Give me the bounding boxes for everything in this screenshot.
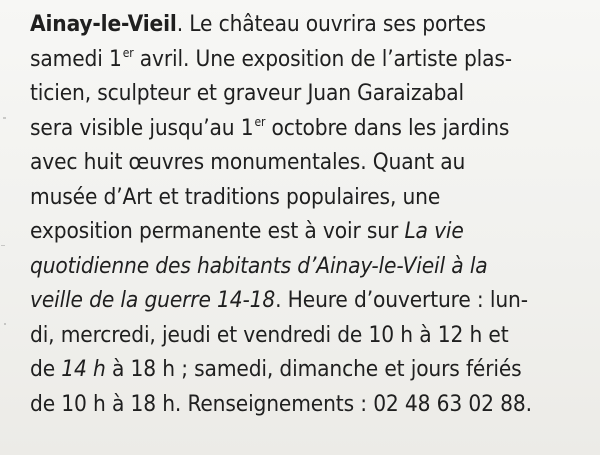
article-line — [30, 145, 578, 180]
article-line — [30, 42, 578, 77]
text-run: avril. Une exposition de l’artiste plas- — [133, 45, 512, 72]
scan-mark-left-lower — [4, 323, 6, 325]
text-run: octobre dans les jardins — [265, 114, 510, 141]
text-run: exposition permanente est à voir sur — [30, 218, 405, 244]
scan-mark-left-middle — [1, 245, 5, 246]
text-run: musée d’Art et traditions populaires, une — [30, 183, 441, 210]
text-run: . Le château ouvrira ses portes — [176, 11, 486, 37]
text-run: à 18 h ; samedi, dimanche et jours fériés — [105, 356, 522, 382]
ordinal-suffix: er — [122, 45, 134, 60]
article-line — [30, 7, 578, 42]
exhibition-title: à la — [451, 252, 488, 279]
article-line — [30, 76, 578, 111]
text-run: . Heure d’ouverture : lun- — [275, 287, 528, 313]
scan-mark-top-left — [3, 117, 6, 119]
article-line — [30, 352, 578, 387]
article-line — [30, 387, 578, 422]
text-run: de 10 h à 18 h. Renseignements : 02 48 63 02 88. — [30, 390, 532, 417]
opening-time: 14 h — [61, 356, 106, 382]
text-run: de — [30, 356, 62, 382]
exhibition-title: quotidienne des habitants d’Ainay-le-Vieil — [30, 252, 446, 279]
article-line — [30, 249, 578, 284]
article-line — [30, 214, 578, 249]
text-run: di, mercredi, jeudi et vendredi de 10 h à 12 h et — [30, 321, 509, 348]
article-line — [30, 318, 578, 353]
text-run: samedi 1 — [30, 45, 122, 72]
text-run: ticien, sculpteur et graveur Juan Garaizabal — [30, 80, 465, 106]
ordinal-suffix: er — [254, 114, 266, 129]
exhibition-title: veille de la guerre 14-18 — [30, 287, 276, 313]
article-line — [30, 180, 578, 215]
exhibition-title: La vie — [404, 218, 464, 244]
location-name: Ainay-le-Vieil — [30, 11, 177, 37]
article-line — [30, 111, 578, 146]
article-paragraph — [30, 7, 578, 421]
text-run: sera visible jusqu’au 1 — [30, 114, 254, 141]
article-line — [30, 283, 578, 318]
text-run: avec huit œuvres monumentales. Quant au — [30, 149, 466, 175]
